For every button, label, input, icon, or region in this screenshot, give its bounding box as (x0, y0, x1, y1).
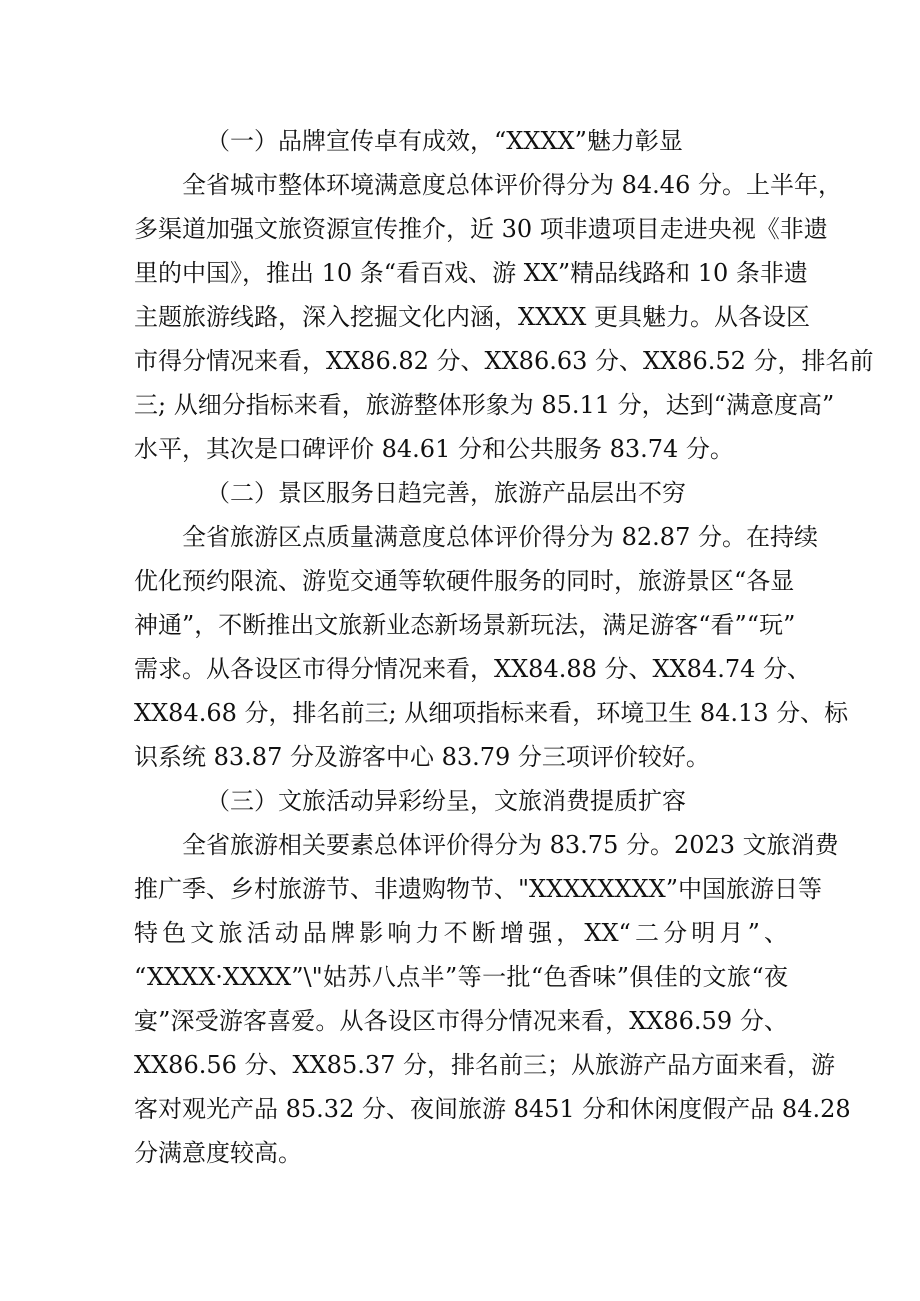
paragraph-line: 分满意度较高。 (134, 1139, 302, 1167)
paragraph-line: XX86.56 分、XX85.37 分，排名前三；从旅游产品方面来看，游 (134, 1051, 836, 1079)
paragraph-line: 全省旅游区点质量满意度总体评价得分为 82.87 分。在持续 (182, 523, 818, 551)
section-heading-2: （二）景区服务日趋完善，旅游产品层出不穷 (206, 479, 686, 507)
section-heading-1: （一）品牌宣传卓有成效，“XXXX”魅力彰显 (206, 127, 683, 155)
paragraph-line: XX84.68 分，排名前三; 从细项指标来看，环境卫生 84.13 分、标 (134, 699, 849, 727)
paragraph-line: 三; 从细分指标来看，旅游整体形象为 85.11 分，达到“满意度高” (134, 391, 835, 419)
paragraph-line: 神通”，不断推出文旅新业态新场景新玩法，满足游客“看”“玩” (134, 611, 796, 639)
paragraph-line: 推广季、乡村旅游节、非遗购物节、"XXXXXXXX”中国旅游日等 (134, 875, 822, 903)
paragraph-line: 全省城市整体环境满意度总体评价得分为 84.46 分。上半年， (182, 171, 842, 199)
paragraph-line: 全省旅游相关要素总体评价得分为 83.75 分。2023 文旅消费 (182, 831, 839, 859)
paragraph-line: 客对观光产品 85.32 分、夜间旅游 8451 分和休闲度假产品 84.28 (134, 1095, 851, 1123)
paragraph-line: 宴”深受游客喜爱。从各设区市得分情况来看，XX86.59 分、 (134, 1007, 788, 1035)
paragraph-line: 主题旅游线路，深入挖掘文化内涵，XXXX 更具魅力。从各设区 (134, 303, 810, 331)
paragraph-line: 水平，其次是口碑评价 84.61 分和公共服务 83.74 分。 (134, 435, 734, 463)
paragraph-line: 识系统 83.87 分及游客中心 83.79 分三项评价较好。 (134, 743, 710, 771)
paragraph-line: 市得分情况来看，XX86.82 分、XX86.63 分、XX86.52 分，排名前 (134, 347, 874, 375)
paragraph-line: 特色文旅活动品牌影响力不断增强，XX“二分明月”、 (134, 919, 788, 947)
section-heading-3: （三）文旅活动异彩纷呈，文旅消费提质扩容 (206, 787, 686, 815)
paragraph-line: 里的中国》，推出 10 条“看百戏、游 XX”精品线路和 10 条非遗 (134, 259, 808, 287)
paragraph-line: 多渠道加强文旅资源宣传推介，近 30 项非遗项目走进央视《非遗 (134, 215, 828, 243)
paragraph-line: 需求。从各设区市得分情况来看，XX84.88 分、XX84.74 分、 (134, 655, 812, 683)
paragraph-line: “XXXX·XXXX”\"姑苏八点半”等一批“色香味”俱佳的文旅“夜 (134, 963, 788, 991)
paragraph-line: 优化预约限流、游览交通等软硬件服务的同时，旅游景区“各显 (134, 567, 795, 595)
